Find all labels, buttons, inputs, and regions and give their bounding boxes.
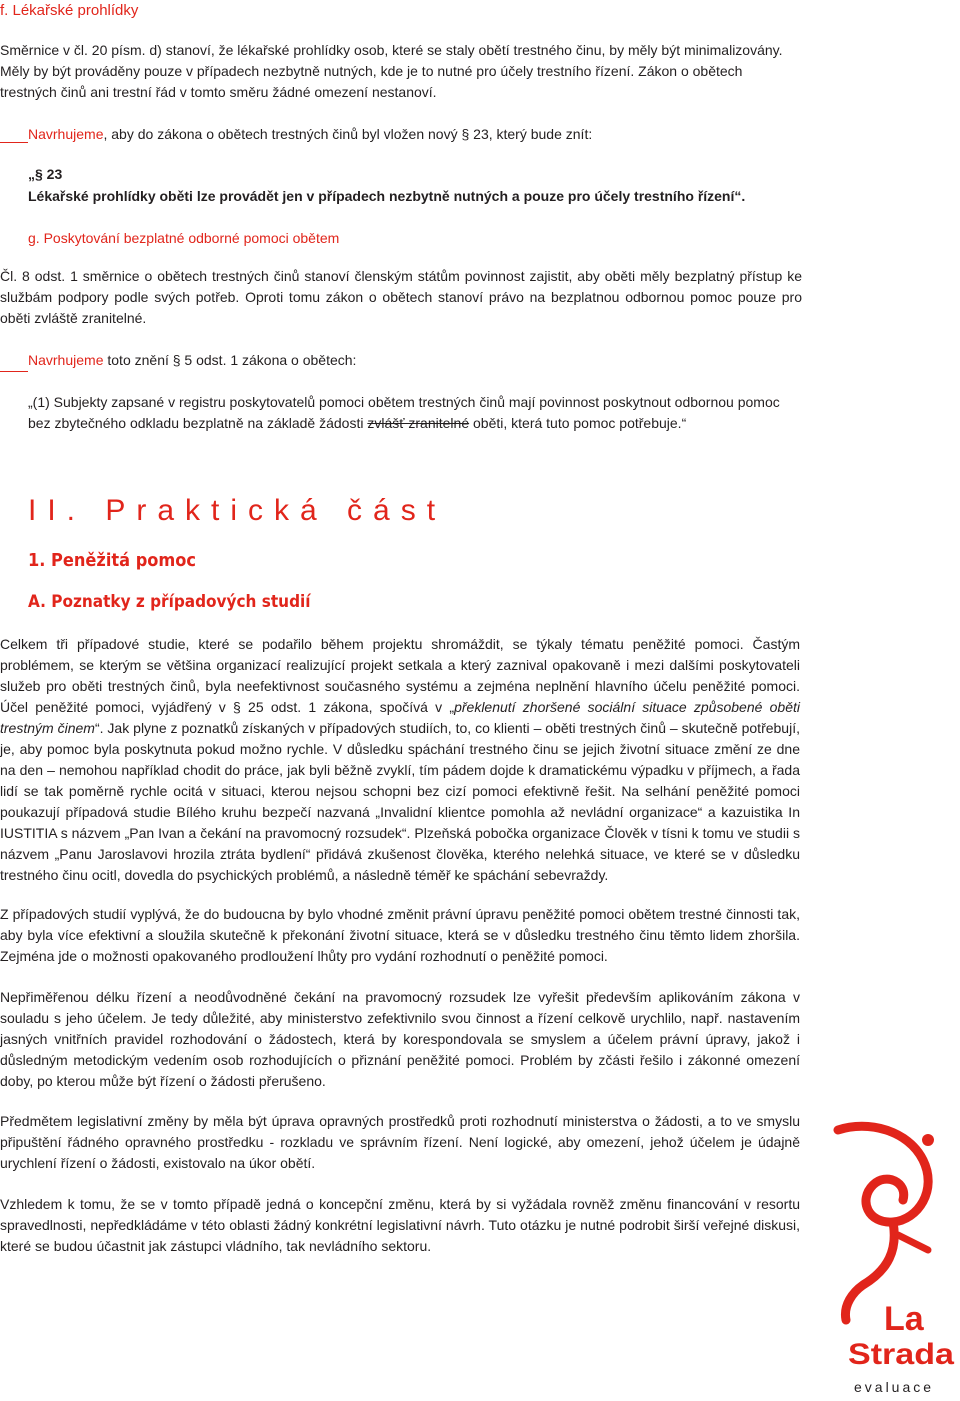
quote-5-1-struck: zvlášť zranitelné (367, 415, 470, 431)
section-a-heading: A. Poznatky z případových studií (28, 592, 311, 612)
paragraph-case-studies-part1: Celkem tři případové studie, které se podařilo během projektu shromáždit, se týkaly tématu peněžité pomoci. Častým problémem, se kterým se většina organizací realizující projekt setkala a který zaznival opakovaně i mezi dalšími poskytovateli služeb pro oběti trestných činů, byla neefektivnost současného systému a zejména neplnění hlavního účelu peněžité pomoci. Účel peněžité pomoci, vyjádřený v § 25 odst. 1 zákona, spočívá v „ (0, 636, 800, 715)
paragraph-case-studies (0, 634, 800, 886)
section-f-proposal (28, 124, 808, 145)
logo-line2: Strada (848, 1338, 955, 1371)
proposal-marker-line-2 (0, 371, 28, 372)
quote-section-number: „§ 23 (28, 166, 63, 182)
paragraph-conceptual-change: Vzhledem k tomu, že se v tomto případě jedná o koncepční změnu, která by si vyžádala rovněž změnu financování v resortu spravedlnosti, nepředkládáme v této oblasti žádný konkrétní legislativní návrh. Tuto otázku je nutné podrobit širší veřejné diskusi, které se budou účastnit jak zástupci vládního, tak nevládního sektoru. (0, 1196, 800, 1254)
section-g-paragraph: Čl. 8 odst. 1 směrnice o obětech trestných činů stanoví členským státům povinnost zajistit, aby oběti měly bezplatný přístup ke službám podpory podle svých potřeb. Oproti tomu zákon o obětech stanoví právo na bezplatnou odbornou pomoc pouze pro oběti zvláště zranitelné. (0, 268, 802, 326)
proposal-lead-2: Navrhujeme (28, 352, 104, 368)
quote-body: Lékařské prohlídky oběti lze provádět jen v případech nezbytně nutných a pouze pro účely trestního řízení“. (28, 188, 746, 204)
proposal-text-2: toto znění § 5 odst. 1 zákona o obětech: (103, 352, 357, 368)
quote-5-1 (28, 392, 803, 434)
paragraph-recommendation: Z případových studií vyplývá, že do budoucna by bylo vhodné změnit právní úpravu peněžité pomoci obětem trestné činnosti tak, aby byla více efektivní a sloužila skutečně k překonání životní situace, která se v důsledku trestného činu těmto lidem zhoršila. Zejména jde o možnosti opakovaného prodloužení lhůty pro vydání rozhodnutí o peněžité pomoci. (0, 906, 800, 964)
paragraph-procedure-length: Nepřiměřenou délku řízení a neodůvodněné čekání na pravomocný rozsudek lze vyřešit především aplikováním zákona v souladu s jeho účelem. Je tedy důležité, aby ministerstvo zefektivnilo svou činnost a řízení celkově urychlilo, např. nastavením jasných vnitřních pravidel rozhodování o žádostech, která by korespondovala se smyslem a účelem právní úpravy, jakož i důsledným metodickým vedením osob rozhodujících o přiznání peněžité pomoci. Problém by zčásti řešilo i zákonné omezení doby, po kterou může být řízení o žádosti přerušeno. (0, 989, 800, 1089)
quote-5-1-before: „(1) Subjekty zapsané v registru poskytovatelů pomoci obětem trestných činů mají povinnost poskytnout odbornou pomoc bez zbytečného odkladu bezplatně na základě žádosti (28, 394, 780, 431)
proposal-lead: Navrhujeme (28, 126, 104, 142)
paragraph-legal-remedy: Předmětem legislativní změny by měla být úprava opravných prostředků proti rozhodnutí ministerstva o žádosti, a to ve smyslu připuštění řádného opravného prostředku - rozkladu ve správním řízení. Není logické, aby omezení, jehož účelem je údajně urychlení řízení o žádosti, existovalo na úkor obětí. (0, 1113, 800, 1171)
la-strada-logo-mark (828, 1120, 960, 1396)
paragraph-case-studies-part2: “. Jak plyne z poznatků získaných v případových studiích, to, co klienti – oběti trestných činů – skutečně potřebují, je, aby pomoc byla poskytnuta pokud možno rychle. V důsledku spáchání trestného činu se jejich životní situace změní ze dne na den – nemohou například chodit do práce, jak byli běžně zvyklí, tím pádem dojde k dramatickému výpadku v příjmech, a řada lidí se tak poměrně rychle ocitá v situaci, kterou nejsou schopni bez cizí pomoci efektivně řešit. Na selhání peněžité pomoci poukazují případová studie Bílého kruhu bezpečí nazvaná „Invalidní klientce pomohla až nevládní organizace“ a kazuistika In IUSTITIA s názvem „Pan Ivan a čekání na pravomocný rozsudek“. Plzeňská pobočka organizace Člověk v tísni k tomu ve studii s názvem „Panu Jaroslavovi hrozila ztráta bydlení“ přidává zkušenost člověka, kterého nelehká situace, ve které se v důsledku trestného činu ocitl, dovedla do psychických problémů, a následně téměř ke spáchání sebevraždy. (0, 720, 800, 883)
part-two-title: II. Praktická část (28, 494, 447, 527)
paragraph-case-studies-italic: překlenutí zhoršené sociální situace způsobené oběti trestným činem (0, 699, 800, 736)
proposal-marker-line (0, 142, 28, 143)
la-strada-logo (828, 1120, 960, 1396)
quote-5-1-after: oběti, která tuto pomoc potřebuje.“ (469, 415, 687, 431)
section-f-paragraph: Směrnice v čl. 20 písm. d) stanoví, že lékařské prohlídky osob, které se staly obětí trestného činu, by měly být minimalizovány. Měly by být prováděny pouze v případech nezbytně nutných, kde je to nutné pro účely trestního řízení. Zákon o obětech trestných činů ani trestní řád v tomto směru žádné omezení nestanoví. (0, 42, 783, 100)
logo-tagline: evaluace (854, 1379, 935, 1395)
section-g-proposal (28, 350, 808, 371)
section-g-title: g. Poskytování bezplatné odborné pomoci obětem (28, 230, 340, 246)
section-1-heading: 1. Peněžitá pomoc (28, 550, 197, 571)
logo-line1: La (884, 1300, 924, 1338)
proposal-text: , aby do zákona o obětech trestných činů byl vložen nový § 23, který bude znít: (103, 126, 593, 142)
section-f-title: f. Lékařské prohlídky (0, 2, 139, 19)
